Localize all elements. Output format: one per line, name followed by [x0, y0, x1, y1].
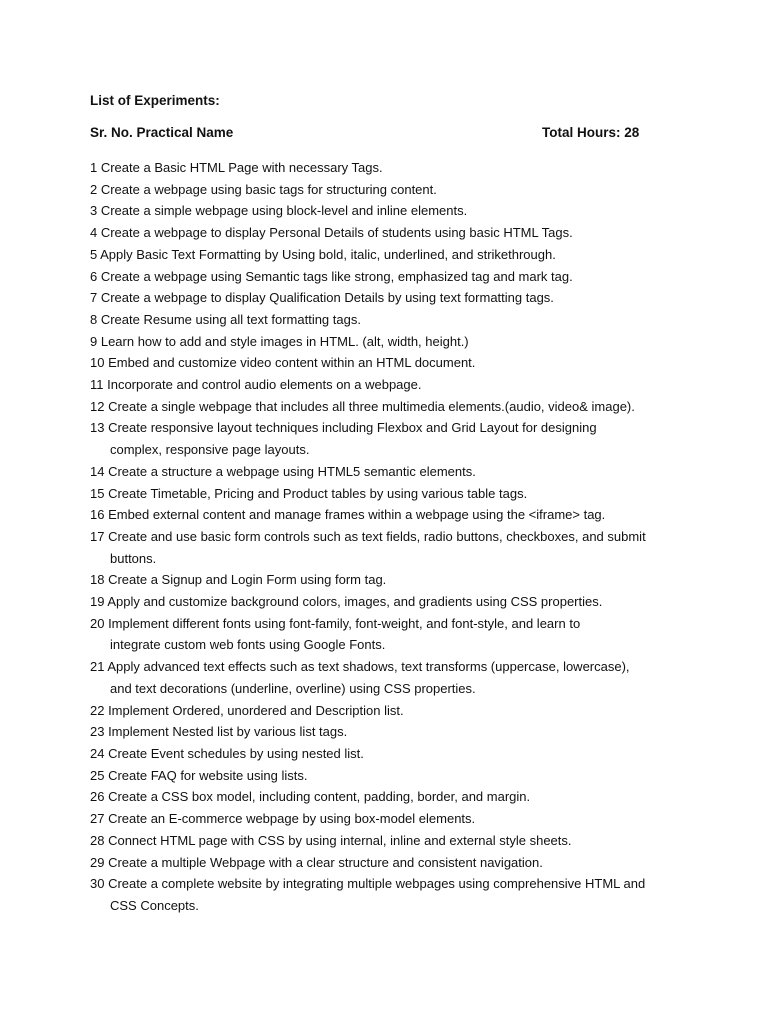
experiment-item-text: 26 Create a CSS box model, including content, padding, border, and margin. — [90, 789, 531, 805]
experiment-item-text: 14 Create a structure a webpage using HTML5 semantic elements. — [90, 463, 476, 479]
experiment-item-text: 21 Apply advanced text effects such as text shadows, text transforms (uppercase, lowercase), — [90, 659, 630, 675]
experiment-item-text: 25 Create FAQ for website using lists. — [90, 767, 308, 783]
experiment-item-continuation: CSS Concepts. — [110, 897, 199, 913]
column-header — [90, 125, 650, 140]
experiment-item — [90, 461, 690, 483]
experiment-item — [90, 656, 690, 699]
document-heading: List of Experiments: — [90, 93, 220, 108]
experiment-item-text: 9 Learn how to add and style images in HTML. (alt, width, height.) — [90, 333, 469, 349]
experiment-item-text: 6 Create a webpage using Semantic tags like strong, emphasized tag and mark tag. — [90, 268, 573, 284]
experiment-item — [90, 483, 690, 505]
experiment-item — [90, 244, 690, 266]
experiment-item-text: 24 Create Event schedules by using nested list. — [90, 745, 364, 761]
experiment-item-text: 28 Connect HTML page with CSS by using internal, inline and external style sheets. — [90, 832, 572, 848]
experiment-item — [90, 700, 690, 722]
experiment-item — [90, 396, 690, 418]
experiment-item-text: 18 Create a Signup and Login Form using form tag. — [90, 572, 387, 588]
experiment-item-text: 5 Apply Basic Text Formatting by Using bold, italic, underlined, and strikethrough. — [90, 246, 556, 262]
experiment-item — [90, 765, 690, 787]
column-header-practical-name: Sr. No. Practical Name — [90, 125, 234, 140]
experiment-item-text: 20 Implement different fonts using font-family, font-weight, and font-style, and learn to — [90, 615, 581, 631]
experiment-item-text: 8 Create Resume using all text formatting tags. — [90, 311, 361, 327]
experiment-item — [90, 613, 690, 656]
experiment-item — [90, 873, 690, 916]
experiment-item-text: 12 Create a single webpage that includes all three multimedia elements.(audio, video& image). — [90, 398, 635, 414]
experiment-item — [90, 526, 690, 569]
experiment-item — [90, 504, 690, 526]
experiment-item — [90, 287, 690, 309]
experiment-list — [90, 157, 690, 917]
experiment-item — [90, 352, 690, 374]
experiment-item-text: 23 Implement Nested list by various list tags. — [90, 724, 348, 740]
experiment-item-text: 27 Create an E-commerce webpage by using box-model elements. — [90, 811, 476, 827]
experiment-item — [90, 721, 690, 743]
experiment-item — [90, 786, 690, 808]
experiment-item-text: 1 Create a Basic HTML Page with necessary Tags. — [90, 160, 383, 175]
experiment-item-text: 29 Create a multiple Webpage with a clear structure and consistent navigation. — [90, 854, 543, 870]
experiment-item — [90, 852, 690, 874]
experiment-item-text: 22 Implement Ordered, unordered and Description list. — [90, 702, 404, 718]
experiment-item-text: 7 Create a webpage to display Qualification Details by using text formatting tags. — [90, 290, 554, 306]
experiment-item — [90, 808, 690, 830]
experiment-item-text: 2 Create a webpage using basic tags for structuring content. — [90, 181, 437, 197]
experiment-item-text: 16 Embed external content and manage frames within a webpage using the <iframe> tag. — [90, 507, 606, 523]
experiment-item-text: 4 Create a webpage to display Personal Details of students using basic HTML Tags. — [90, 225, 573, 241]
experiment-item — [90, 374, 690, 396]
experiment-item — [90, 157, 690, 179]
experiment-item-continuation: buttons. — [110, 550, 157, 566]
experiment-item — [90, 743, 690, 765]
experiment-item-text: 11 Incorporate and control audio elements on a webpage. — [90, 377, 422, 393]
experiment-item — [90, 309, 690, 331]
experiment-item-text: 15 Create Timetable, Pricing and Product tables by using various table tags. — [90, 485, 528, 501]
experiment-item-text: 19 Apply and customize background colors, images, and gradients using CSS properties. — [90, 594, 603, 610]
experiment-item-continuation: and text decorations (underline, overline) using CSS properties. — [110, 680, 476, 696]
experiment-item — [90, 179, 690, 201]
experiment-item — [90, 830, 690, 852]
experiment-item — [90, 569, 690, 591]
experiment-item-text: 30 Create a complete website by integrating multiple webpages using comprehensive HTML and — [90, 876, 646, 892]
experiment-item-continuation: complex, responsive page layouts. — [110, 442, 310, 458]
experiment-item — [90, 591, 690, 613]
experiment-item — [90, 266, 690, 288]
experiment-item — [90, 222, 690, 244]
experiment-item — [90, 417, 690, 460]
experiment-item-continuation: integrate custom web fonts using Google Fonts. — [110, 637, 386, 653]
experiment-item-text: 17 Create and use basic form controls such as text fields, radio buttons, checkboxes, and submit — [90, 528, 646, 544]
experiment-item — [90, 331, 690, 353]
column-header-total-hours: Total Hours: 28 — [542, 125, 640, 140]
experiment-item-text: 13 Create responsive layout techniques including Flexbox and Grid Layout for designing — [90, 420, 597, 436]
experiment-item — [90, 200, 690, 222]
experiment-item-text: 3 Create a simple webpage using block-level and inline elements. — [90, 203, 468, 219]
experiment-item-text: 10 Embed and customize video content within an HTML document. — [90, 355, 476, 371]
